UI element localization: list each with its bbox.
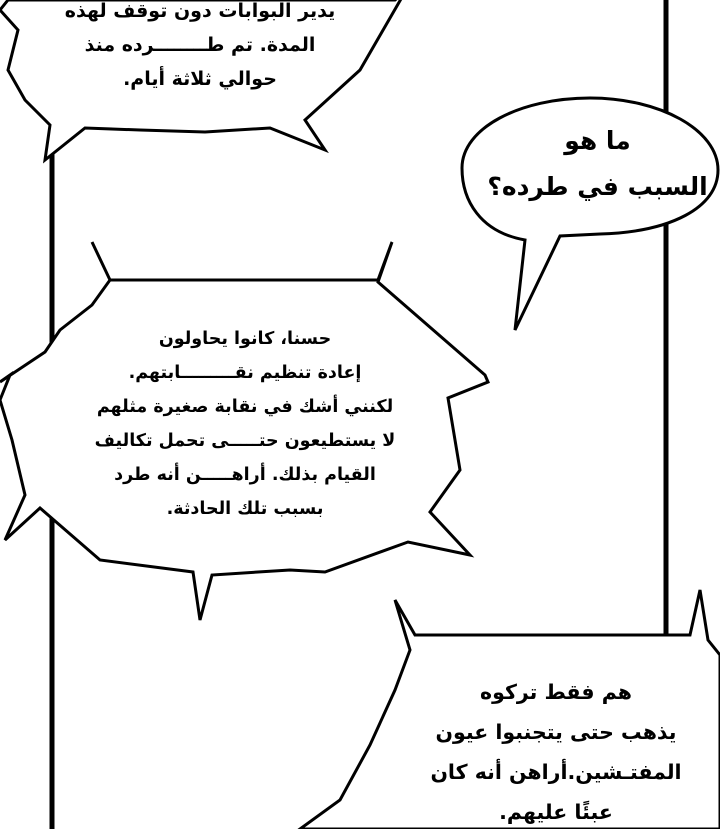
speech-text-bottom — [392, 672, 720, 832]
speech-line: السبب في طرده؟ — [487, 172, 708, 201]
speech-text-question — [485, 118, 710, 210]
speech-text-top — [40, 0, 360, 96]
speech-line: بسبب تلك الحادثة. — [166, 499, 324, 519]
speech-line: هم فقط تركوه — [479, 680, 633, 704]
speech-line: ما هو — [564, 126, 631, 155]
speech-line: القيام بذلك. أراهـــــن أنه طرد — [114, 465, 376, 485]
speech-line: يذهب حتى يتجنبوا عيون — [435, 720, 677, 744]
speech-line: حوالي ثلاثة أيام. — [123, 68, 277, 90]
speech-line: عبئًا عليهم. — [499, 800, 613, 824]
speech-line: إعادة تنظيم نقـــــــــابتهم. — [128, 363, 362, 383]
speech-line: لا يستطيعون حتـــــى تحمل تكاليف — [94, 431, 396, 451]
speech-line: المدة. تم طــــــــرده منذ — [84, 34, 316, 56]
speech-line: يدير البوابات دون توقف لهذه — [64, 0, 336, 22]
speech-line: حسنا، كانوا يحاولون — [158, 329, 332, 349]
speech-line: لكنني أشك في نقابة صغيرة مثلهم — [96, 397, 394, 417]
speech-text-middle — [55, 322, 435, 526]
speech-line: المفتـشين.أراهن أنه كان — [430, 760, 682, 784]
